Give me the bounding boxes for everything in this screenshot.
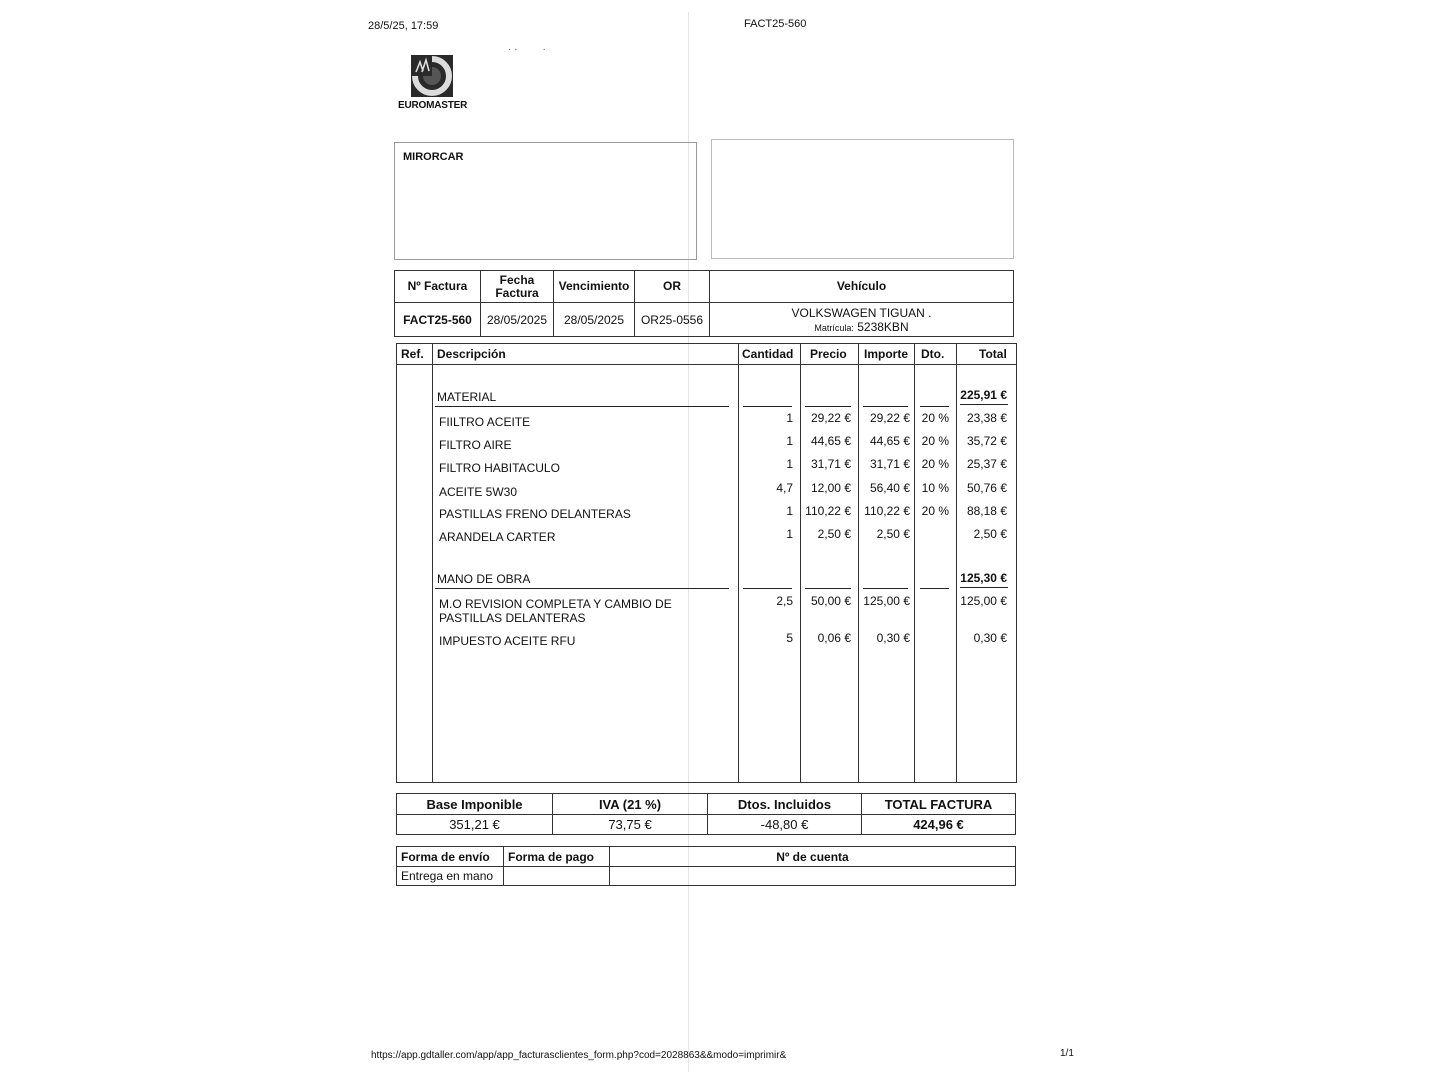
group-subtotal-material: 225,91 € [960, 388, 1007, 402]
brand-name: EUROMASTER [398, 100, 468, 111]
line-qty: 4,7 [776, 481, 793, 495]
line-amount: 56,40 € [869, 481, 910, 495]
header-separator [397, 364, 1016, 365]
line-amount: 110,22 € [864, 504, 910, 518]
line-discount: 20 % [921, 434, 949, 448]
col-description: Descripción [437, 347, 506, 361]
label-shipping: Forma de envío [397, 847, 504, 867]
line-amount: 0,30 € [876, 631, 910, 645]
line-total: 50,76 € [966, 481, 1007, 495]
label-payment-method: Forma de pago [504, 847, 610, 867]
label-iva: IVA (21 %) [553, 794, 708, 815]
iva-value: 73,75 € [553, 815, 708, 835]
label-tax-base: Base Imponible [397, 794, 553, 815]
label-invoice-number: Nº Factura [395, 271, 481, 303]
line-desc-part: PASTILLAS DELANTERAS [439, 611, 586, 625]
discounts-value: -48,80 € [708, 815, 862, 835]
col-amount: Importe [864, 347, 909, 361]
line-qty: 1 [786, 457, 793, 471]
line-desc: ACEITE 5W30 [439, 485, 518, 499]
line-qty: 1 [786, 504, 793, 518]
line-price: 0,06 € [817, 631, 851, 645]
group-subtotal-labour: 125,30 € [960, 571, 1007, 585]
label-account-number: Nº de cuenta [610, 847, 1016, 867]
vehicle-cell [710, 303, 1014, 337]
line-price: 2,50 € [817, 527, 851, 541]
label-invoice-date: Fecha Factura [481, 271, 554, 303]
page-number: 1/1 [1060, 1048, 1074, 1059]
client-name: MIRORCAR [403, 151, 464, 163]
line-price: 29,22 € [810, 411, 851, 425]
shipping-value: Entrega en mano [397, 867, 504, 886]
line-qty: 5 [786, 631, 793, 645]
line-amount: 44,65 € [869, 434, 910, 448]
or-number: OR25-0556 [635, 303, 710, 337]
group-title-material: MATERIAL [437, 390, 497, 404]
line-total: 0,30 € [973, 631, 1007, 645]
line-price: 31,71 € [810, 457, 851, 471]
line-price: 50,00 € [810, 594, 851, 608]
invoice-total-value: 424,96 € [862, 815, 1016, 835]
due-date: 28/05/2025 [554, 303, 635, 337]
line-qty: 1 [786, 411, 793, 425]
col-total: Total [979, 347, 1007, 361]
line-amount: 2,50 € [876, 527, 910, 541]
line-total: 25,37 € [966, 457, 1007, 471]
col-discount: Dto. [921, 347, 945, 361]
account-number-value [610, 867, 1016, 886]
print-datetime: 28/5/25, 17:59 [368, 20, 439, 32]
line-discount: 20 % [921, 504, 949, 518]
vehicle-plate-row [714, 320, 1009, 334]
line-price: 44,65 € [810, 434, 851, 448]
line-amount: 29,22 € [869, 411, 910, 425]
euromaster-logo-icon [410, 54, 454, 98]
line-desc: FILTRO HABITACULO [439, 461, 560, 475]
payment-table [396, 846, 1016, 886]
line-amount: 125,00 € [863, 594, 910, 608]
print-doc-code: FACT25-560 [744, 18, 807, 30]
line-discount: 20 % [921, 411, 949, 425]
label-discounts: Dtos. Incluidos [708, 794, 862, 815]
totals-table [396, 793, 1016, 835]
invoice-date: 28/05/2025 [481, 303, 554, 337]
label-vehicle: Vehículo [710, 271, 1014, 303]
line-amount: 31,71 € [869, 457, 910, 471]
payment-method-value [504, 867, 610, 886]
line-price: 110,22 € [805, 504, 851, 518]
line-desc-part: M.O REVISION COMPLETA Y CAMBIO DE [439, 597, 672, 611]
scan-artifact: · · · [508, 44, 546, 55]
client-address-box [394, 142, 697, 260]
line-price: 12,00 € [810, 481, 851, 495]
plate-label: Matrícula: [814, 322, 854, 333]
line-total: 23,38 € [966, 411, 1007, 425]
tax-base-value: 351,21 € [397, 815, 553, 835]
label-invoice-total: TOTAL FACTURA [862, 794, 1016, 815]
label-or: OR [635, 271, 710, 303]
line-total: 88,18 € [966, 504, 1007, 518]
line-desc: PASTILLAS FRENO DELANTERAS [439, 507, 631, 521]
col-ref: Ref. [401, 347, 424, 361]
invoice-lines-table [396, 343, 1017, 783]
line-discount: 10 % [921, 481, 949, 495]
line-qty: 2,5 [776, 594, 793, 608]
vehicle-model: VOLKSWAGEN TIGUAN . [791, 305, 932, 320]
euromaster-logo [398, 54, 470, 111]
line-total: 125,00 € [960, 594, 1007, 608]
col-quantity: Cantidad [742, 347, 794, 361]
line-desc: IMPUESTO ACEITE RFU [439, 634, 576, 648]
line-desc: FILTRO AIRE [439, 438, 512, 452]
col-price: Precio [810, 347, 847, 361]
plate-number: 5238KBN [857, 319, 909, 334]
label-due-date: Vencimiento [554, 271, 635, 303]
line-total: 35,72 € [966, 434, 1007, 448]
print-url: https://app.gdtaller.com/app/app_facturasclientes_form.php?cod=2028863&&modo=imprimir& [371, 1050, 787, 1061]
invoice-number: FACT25-560 [395, 303, 481, 337]
line-desc [439, 597, 672, 625]
line-total: 2,50 € [973, 527, 1007, 541]
line-qty: 1 [786, 527, 793, 541]
line-discount: 20 % [921, 457, 949, 471]
line-desc: ARANDELA CARTER [439, 530, 556, 544]
invoice-header-table [394, 270, 1014, 337]
recipient-box [711, 139, 1014, 259]
line-desc: FIILTRO ACEITE [439, 415, 531, 429]
group-title-labour: MANO DE OBRA [437, 572, 531, 586]
line-qty: 1 [786, 434, 793, 448]
